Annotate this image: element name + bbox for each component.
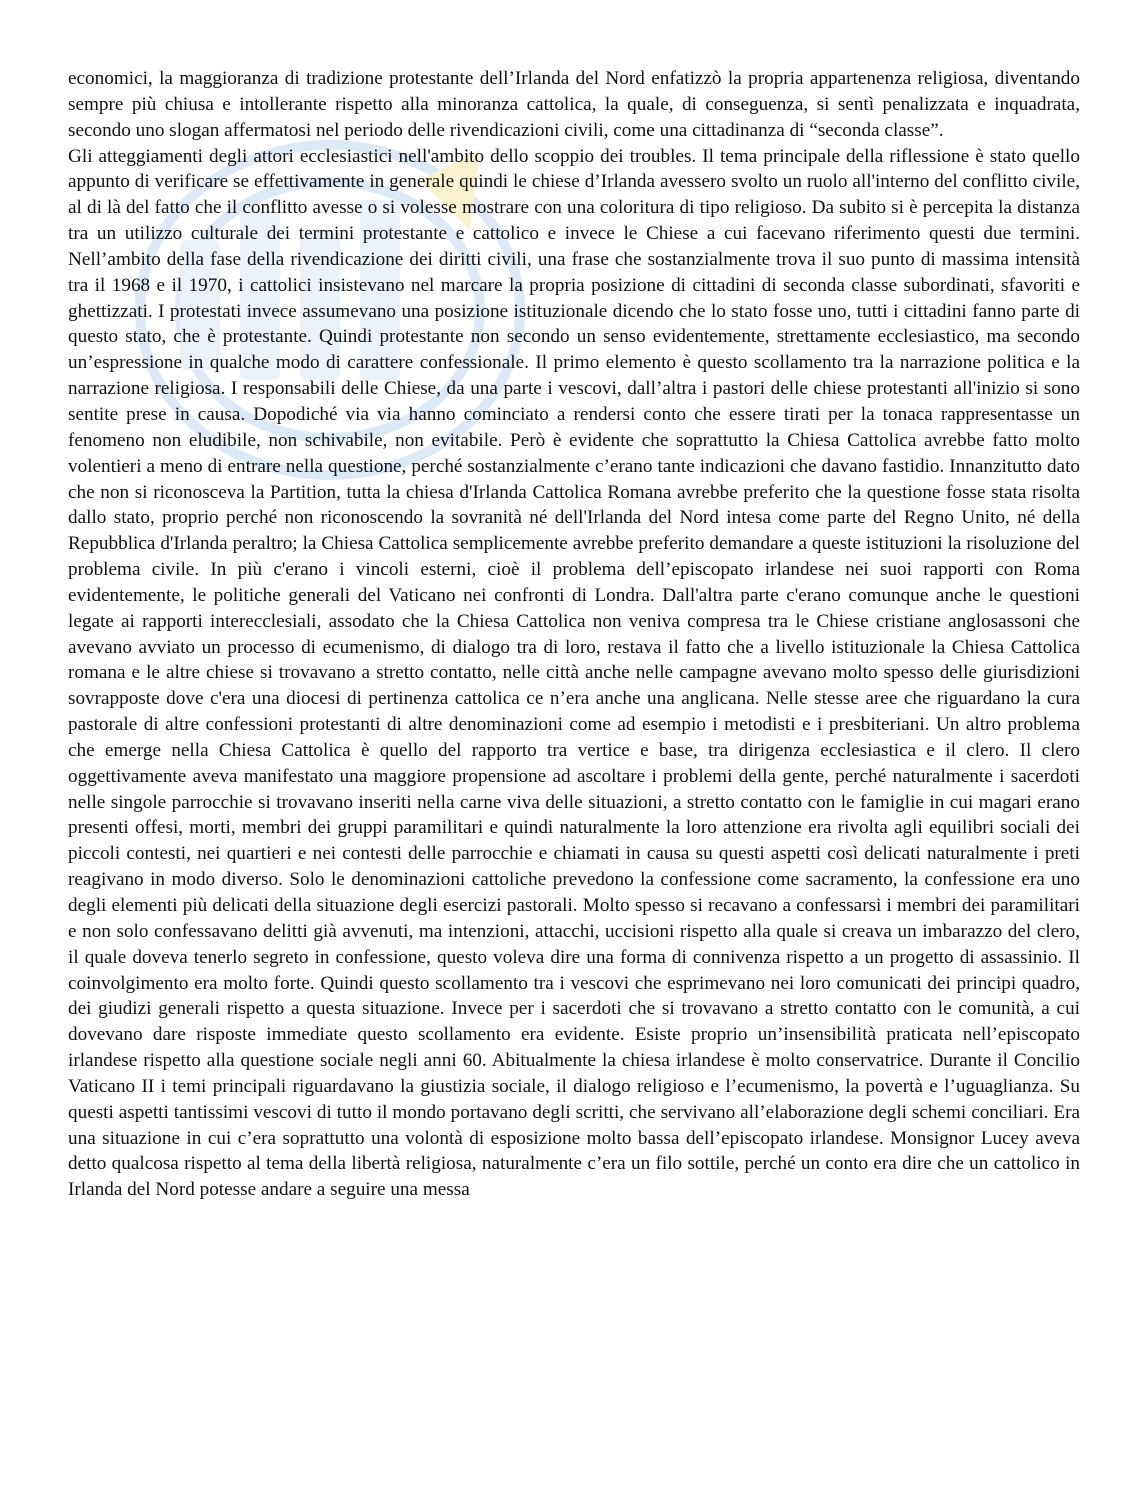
paragraph-main: Gli atteggiamenti degli attori ecclesiastici nell'ambito dello scoppio dei troubles. Il tema principale della riflessione è stato quello appunto di verificare se effettivamente in generale quindi le chiese d’Irlanda avessero svolto un ruolo all'interno del conflitto civile, al di là del fatto che il conflitto avesse o si volesse mostrare con una coloritura di tipo religioso. Da subito si è percepita la distanza tra un utilizzo culturale dei termini protestante e cattolico e invece le Chiese a cui facevano riferimento questi due termini. Nell’ambito della fase della rivendicazione dei diritti civili, una frase che sostanzialmente trova il suo punto di massima intensità tra il 1968 e il 1970, i cattolici insistevano nel marcare la propria posizione di cittadini di seconda classe subordinati, sfavoriti e ghettizzati. I protestati invece assumevano una posizione istituzionale dicendo che lo stato fosse uno, tutti i cittadini fanno parte di questo stato, che è protestante. Quindi protestante non secondo un senso evidentemente, strettamente ecclesiastico, ma secondo un’espressione in qualche modo di carattere confessionale. Il primo elemento è questo scollamento tra la narrazione politica e la narrazione religiosa. I responsabili delle Chiese, da una parte i vescovi, dall’altra i pastori delle chiese protestanti all'inizio si sono sentite prese in causa. Dopodiché via via hanno cominciato a rendersi conto che essere tirati per la tonaca rappresentasse un fenomeno non eludibile, non schivabile, non evitabile. Però è evidente che soprattutto la Chiesa Cattolica avrebbe fatto molto volentieri a meno di entrare nella questione, perché sostanzialmente c’erano tante indicazioni che davano fastidio. Innanzitutto dato che non si riconosceva la Partition, tutta la chiesa d'Irlanda Cattolica Romana avrebbe preferito che la questione fosse stata risolta dallo stato, proprio perché non riconoscendo la sovranità né dell'Irlanda del Nord intesa come parte del Regno Unito, né della Repubblica d'Irlanda peraltro; la Chiesa Cattolica semplicemente avrebbe preferito demandare a queste istituzioni la risoluzione del problema civile. In più c'erano i vincoli esterni, cioè il problema dell’episcopato irlandese nei suoi rapporti con Roma evidentemente, le politiche generali del Vaticano nei confronti di Londra. Dall'altra parte c'erano comunque anche le questioni legate ai rapporti interecclesiali, assodato che la Chiesa Cattolica non veniva compresa tra le Chiese cristiane anglosassoni che avevano avviato un processo di ecumenismo, di dialogo tra di loro, restava il fatto che a livello istituzionale la Chiesa Cattolica romana e le altre chiese si trovavano a stretto contatto, nelle città anche nelle campagne avevano molto spesso delle giurisdizioni sovrapposte dove c'era una diocesi di pertinenza cattolica ce n’era anche una anglicana. Nelle stesse aree che riguardano la cura pastorale di altre confessioni protestanti di altre denominazioni come ad esempio i metodisti e i presbiteriani. Un altro problema che emerge nella Chiesa Cattolica è quello del rapporto tra vertice e base, tra dirigenza ecclesiastica e il clero. Il clero oggettivamente aveva manifestato una maggiore propensione ad ascoltare i problemi della gente, perché naturalmente i sacerdoti nelle singole parrocchie si trovavano inseriti nella carne viva delle situazioni, a stretto contatto con le famiglie in cui magari erano presenti offesi, morti, membri dei gruppi paramilitari e quindi naturalmente la loro attenzione era rivolta agli equilibri sociali dei piccoli contesti, nei quartieri e nei contesti delle parrocchie e chiamati in causa su questi aspetti così delicati naturalmente i preti reagivano in modo diverso. Solo le denominazioni cattoliche prevedono la confessione come sacramento, la confessione era uno degli elementi più delicati della situazione degli esercizi pastorali. Molto spesso si recavano a confessarsi i membri dei paramilitari e non solo confessavano delitti già avvenuti, ma intenzioni, attacchi, uccisioni rispetto alla quale si creava un imbarazzo del clero, il quale doveva tenerlo segreto in confessione, questo voleva dire una forma di connivenza rispetto a un progetto di assassinio. Il coinvolgimento era molto forte. Quindi questo scollamento tra i vescovi che esprimevano nei loro comunicati dei principi quadro, dei giudizi generali rispetto a questa situazione. Invece per i sacerdoti che si trovavano a stretto contatto con le comunità, a cui dovevano dare risposte immediate questo scollamento era evidente. Esiste proprio un’insensibilità praticata nell’episcopato irlandese rispetto alla questione sociale negli anni 60. Abitualmente la chiesa irlandese è molto conservatrice. Durante il Concilio Vaticano II i temi principali riguardavano la giustizia sociale, il dialogo religioso e l’ecumenismo, la povertà e l’uguaglianza. Su questi aspetti tantissimi vescovi di tutto il mondo portavano degli scritti, che servivano all’elaborazione degli schemi conciliari. Era una situazione in cui c’era soprattutto una volontà di esposizione molto bassa dell’episcopato irlandese. Monsignor Lucey aveva detto qualcosa rispetto al tema della libertà religiosa, naturalmente c’era un filo sottile, perché un conto era dire che un cattolico in Irlanda del Nord potesse andare a seguire una messa	[68, 145, 1080, 1201]
paragraph-continuation: economici, la maggioranza di tradizione protestante dell’Irlanda del Nord enfatizzò la propria appartenenza religiosa, diventando sempre più chiusa e intollerante rispetto alla minoranza cattolica, la quale, di conseguenza, si sentì penalizzata e inquadrata, secondo uno slogan affermatosi nel periodo delle rivendicazioni civili, come una cittadinanza di “seconda classe”.	[68, 68, 1080, 141]
document-body	[68, 66, 1080, 1203]
